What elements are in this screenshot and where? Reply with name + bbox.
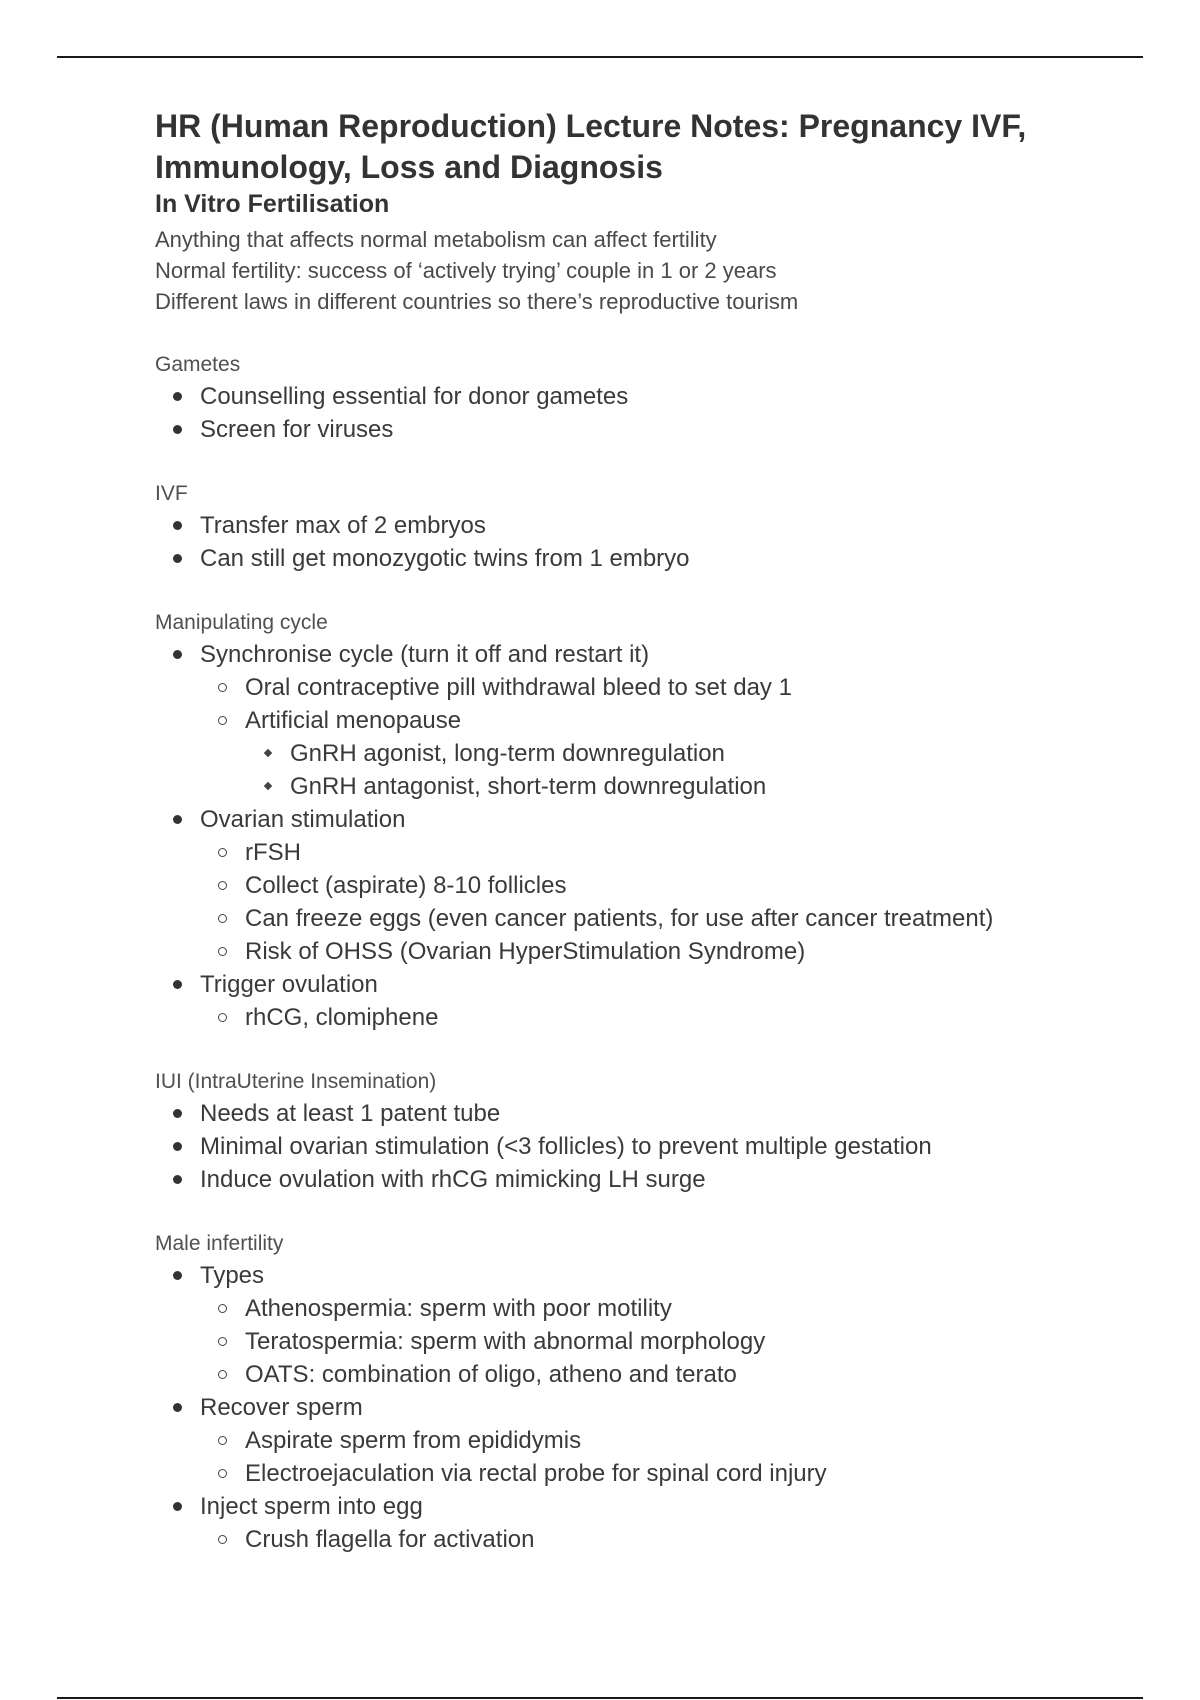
section-title: IUI (IntraUterine Insemination) [155, 1070, 437, 1093]
section-gametes [155, 350, 1075, 446]
bullet-icon [173, 554, 182, 563]
section-title: Gametes [155, 353, 241, 376]
top-rule [57, 56, 1143, 58]
section-heading-ivf: In Vitro Fertilisation [155, 190, 390, 218]
bottom-rule [57, 1697, 1143, 1699]
list-item: Ovarian stimulation rFSH Collect (aspirate) 8-10 follicles Can freeze eggs (even cancer patients, for use after cancer treatment) Risk of OHSS (Ovarian HyperStimulation Syndrome) [155, 803, 1075, 968]
list-item: Screen for viruses [155, 413, 1075, 446]
bullet-icon [173, 980, 182, 989]
list-item: GnRH antagonist, short-term downregulation [245, 770, 1075, 803]
circle-bullet-icon [218, 881, 227, 890]
section-title: Male infertility [155, 1232, 284, 1255]
circle-bullet-icon [218, 1370, 227, 1379]
intro-line: Anything that affects normal metabolism can affect fertility [155, 227, 717, 252]
list-item: Minimal ovarian stimulation (<3 follicles) to prevent multiple gestation [155, 1130, 1075, 1163]
section-male-infertility [155, 1229, 1075, 1556]
circle-bullet-icon [218, 1535, 227, 1544]
list-item: Oral contraceptive pill withdrawal bleed to set day 1 [200, 671, 1075, 704]
list-item: Can still get monozygotic twins from 1 embryo [155, 542, 1075, 575]
circle-bullet-icon [218, 1436, 227, 1445]
bullet-icon [173, 1271, 182, 1280]
bullet-icon [173, 815, 182, 824]
list-item: GnRH agonist, long-term downregulation [245, 737, 1075, 770]
list-item: Athenospermia: sperm with poor motility [200, 1292, 1075, 1325]
list-item: Transfer max of 2 embryos [155, 509, 1075, 542]
list-item: Synchronise cycle (turn it off and restart it) Oral contraceptive pill withdrawal bleed to set day 1 Artificial menopause GnRH agonist, long-term downregulation GnRH antagonist, short-term downregulation [155, 638, 1075, 803]
bullet-icon [173, 1142, 182, 1151]
circle-bullet-icon [218, 848, 227, 857]
list-item: Trigger ovulation rhCG, clomiphene [155, 968, 1075, 1034]
page-title: HR (Human Reproduction) Lecture Notes: Pregnancy IVF, Immunology, Loss and Diagnosis [155, 108, 1027, 185]
list-item: rFSH [200, 836, 1075, 869]
circle-bullet-icon [218, 716, 227, 725]
bullet-icon [173, 1403, 182, 1412]
bullet-icon [173, 1109, 182, 1118]
list-item: Collect (aspirate) 8-10 follicles [200, 869, 1075, 902]
list-item: rhCG, clomiphene [200, 1001, 1075, 1034]
circle-bullet-icon [218, 1469, 227, 1478]
list-item: Can freeze eggs (even cancer patients, for use after cancer treatment) [200, 902, 1075, 935]
diamond-bullet-icon [264, 782, 272, 790]
list-item: Recover sperm Aspirate sperm from epididymis Electroejaculation via rectal probe for spinal cord injury [155, 1391, 1075, 1490]
list-item: Risk of OHSS (Ovarian HyperStimulation Syndrome) [200, 935, 1075, 968]
section-ivf [155, 479, 1075, 575]
list-item: Artificial menopause GnRH agonist, long-term downregulation GnRH antagonist, short-term downregulation [200, 704, 1075, 803]
list-item: Electroejaculation via rectal probe for spinal cord injury [200, 1457, 1075, 1490]
intro-line: Normal fertility: success of ‘actively trying’ couple in 1 or 2 years [155, 258, 777, 283]
bullet-icon [173, 425, 182, 434]
circle-bullet-icon [218, 947, 227, 956]
bullet-icon [173, 521, 182, 530]
list-item: Teratospermia: sperm with abnormal morphology [200, 1325, 1075, 1358]
list-item: OATS: combination of oligo, atheno and terato [200, 1358, 1075, 1391]
intro-line: Different laws in different countries so there’s reproductive tourism [155, 289, 799, 314]
bullet-icon [173, 392, 182, 401]
diamond-bullet-icon [264, 749, 272, 757]
list-item: Inject sperm into egg Crush flagella for activation [155, 1490, 1075, 1556]
document-body [155, 106, 1075, 1556]
section-title: Manipulating cycle [155, 611, 328, 634]
list-item: Induce ovulation with rhCG mimicking LH surge [155, 1163, 1075, 1196]
intro-text [155, 224, 1075, 317]
section-manipulating-cycle [155, 608, 1075, 1034]
circle-bullet-icon [218, 683, 227, 692]
list-item: Crush flagella for activation [200, 1523, 1075, 1556]
circle-bullet-icon [218, 1304, 227, 1313]
list-item: Types Athenospermia: sperm with poor motility Teratospermia: sperm with abnormal morphology OATS: combination of oligo, atheno and terato [155, 1259, 1075, 1391]
section-iui [155, 1067, 1075, 1196]
bullet-icon [173, 1502, 182, 1511]
circle-bullet-icon [218, 1337, 227, 1346]
circle-bullet-icon [218, 1013, 227, 1022]
section-title: IVF [155, 482, 188, 505]
bullet-icon [173, 1175, 182, 1184]
bullet-icon [173, 650, 182, 659]
list-item: Aspirate sperm from epididymis [200, 1424, 1075, 1457]
list-item: Counselling essential for donor gametes [155, 380, 1075, 413]
circle-bullet-icon [218, 914, 227, 923]
list-item: Needs at least 1 patent tube [155, 1097, 1075, 1130]
